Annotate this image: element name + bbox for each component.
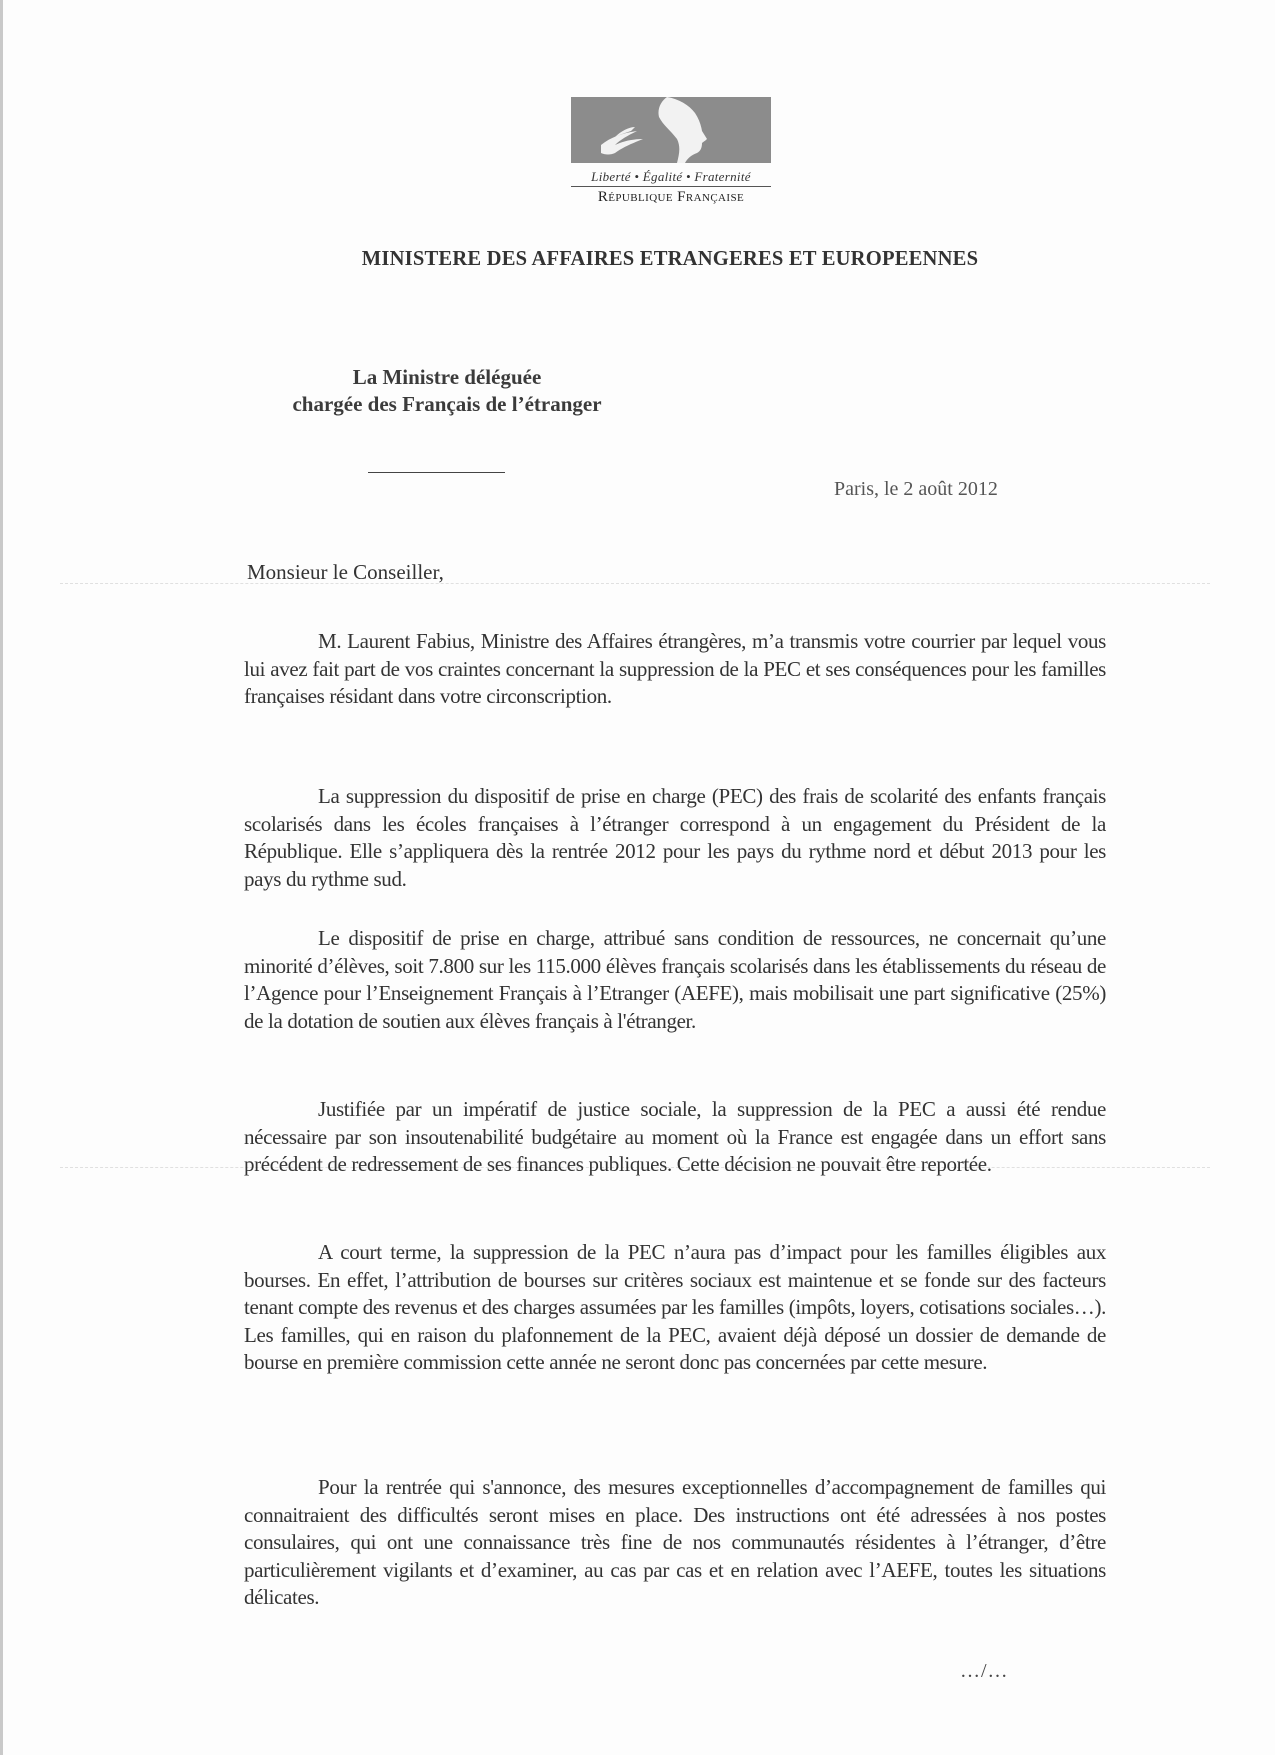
page-continuation-mark: …/…: [960, 1660, 1009, 1682]
page-edge: [0, 0, 3, 1755]
sender-title: La Ministre déléguée: [352, 365, 542, 389]
fold-line: [60, 583, 1210, 584]
sender-subtitle: chargée des Français de l’étranger: [292, 392, 602, 416]
republic-name: République Française: [597, 189, 745, 205]
logo-divider: [571, 186, 771, 187]
marianne-logo-icon: [571, 97, 771, 163]
republic-motto: Liberté • Égalité • Fraternité: [591, 169, 751, 184]
sender-divider: [368, 472, 505, 473]
body-paragraph: Le dispositif de prise en charge, attribué sans condition de ressources, ne concernait qu’une minorité d’élèves, soit 7.800 sur les 115.000 élèves français scolarisés dans les établissements du réseau de l’Agence pour l’Enseignement Français à l’Etranger (AEFE), mais mobilisait une part significative (25%) de la dotation de soutien aux élèves français à l'étranger.: [244, 926, 1106, 1033]
body-paragraph: Justifiée par un impératif de justice sociale, la suppression de la PEC a aussi été rendue nécessaire par son insoutenabilité budgétaire au moment où la France est engagée dans un effort sans précédent de redressement de ses finances publiques. Cette décision ne pouvait être reportée.: [244, 1097, 1106, 1176]
body-paragraph: La suppression du dispositif de prise en charge (PEC) des frais de scolarité des enfants français scolarisés dans les écoles françaises à l’étranger correspond à un engagement du Président de la République. Elle s’appliquera dès la rentrée 2012 pour les pays du rythme nord et début 2013 pour les pays du rythme sud.: [244, 784, 1106, 891]
body-paragraph: A court terme, la suppression de la PEC n’aura pas d’impact pour les familles éligibles aux bourses. En effet, l’attribution de bourses sur critères sociaux est maintenue et se fonde sur des facteurs tenant compte des revenus et des charges assumées par les familles (impôts, loyers, cotisations sociales…). Les familles, qui en raison du plafonnement de la PEC, avaient déjà déposé un dossier de demande de bourse en première commission cette année ne seront donc pas concernées par cette mesure.: [244, 1240, 1107, 1374]
letter-date: Paris, le 2 août 2012: [834, 478, 998, 500]
salutation: Monsieur le Conseiller,: [247, 560, 444, 584]
ministry-heading: MINISTERE DES AFFAIRES ETRANGERES ET EUROPEENNES: [361, 246, 979, 270]
sender-block: [252, 364, 642, 418]
body-paragraph: Pour la rentrée qui s'annonce, des mesures exceptionnelles d’accompagnement de familles qui connaitraient des difficultés seront mises en place. Des instructions ont été adressées à nos postes consulaires, qui ont une connaissance très fine de nos communautés résidentes à l’étranger, d’être particulièrement vigilants et d’examiner, au cas par cas et en relation avec l’AEFE, toutes les situations délicates.: [244, 1475, 1106, 1609]
body-paragraph: M. Laurent Fabius, Ministre des Affaires étrangères, m’a transmis votre courrier par lequel vous lui avez fait part de vos craintes concernant la suppression de la PEC et ses conséquences pour les familles françaises résidant dans votre circonscription.: [244, 629, 1106, 708]
republique-francaise-logo: [571, 97, 771, 205]
